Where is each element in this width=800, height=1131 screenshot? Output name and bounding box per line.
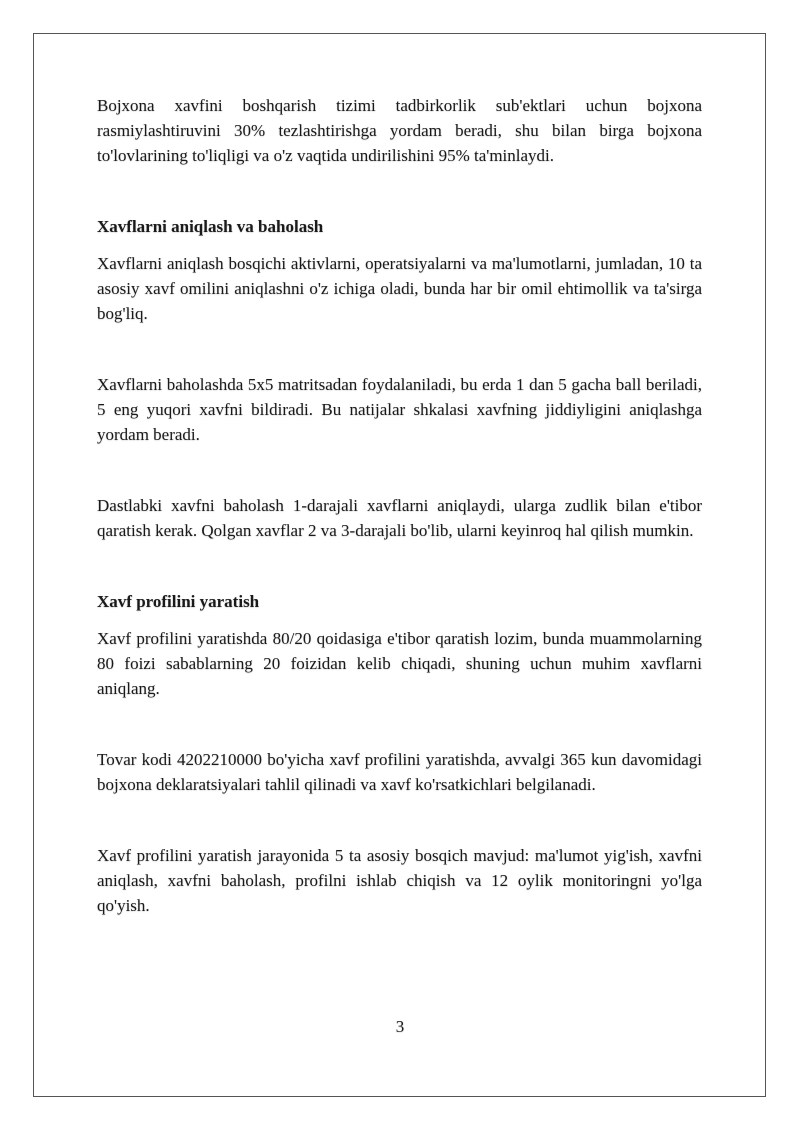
paragraph-commodity-code: Tovar kodi 4202210000 bo'yicha xavf profilini yaratishda, avvalgi 365 kun davomidagi bojxona deklaratsiyalari tahlil qilinadi va xavf ko'rsatkichlari belgilanadi. [97, 750, 702, 794]
page-number: 3 [395, 1017, 405, 1036]
paragraph-risk-identification: Xavflarni aniqlash bosqichi aktivlarni, operatsiyalarni va ma'lumotlarni, jumladan, 10 ta asosiy xavf omilini aniqlashni o'z ichiga oladi, bunda har bir omil ehtimollik va ta'sirga bog'liq. [97, 254, 702, 323]
paragraph-profile-stages: Xavf profilini yaratish jarayonida 5 ta asosiy bosqich mavjud: ma'lumot yig'ish, xavfni aniqlash, xavfni baholash, profilni ishlab chiqish va 12 oylik monitoringni yo'lga qo'yish. [97, 846, 702, 915]
intro-paragraph: Bojxona xavfini boshqarish tizimi tadbirkorlik sub'ektlari uchun bojxona rasmiylashtiruvini 30% tezlashtirishga yordam beradi, shu bilan birga bojxona to'lovlarining to'liqligi va o'z vaqtida undirilishini 95% ta'minlaydi. [97, 96, 702, 165]
paragraph-pareto-rule: Xavf profilini yaratishda 80/20 qoidasiga e'tibor qaratish lozim, bunda muammolarning 80 foizi sabablarning 20 foizidan kelib chiqadi, shuning uchun muhim xavflarni aniqlang. [97, 629, 702, 698]
document-content [97, 93, 702, 918]
section-heading-risk-identification: Xavflarni aniqlash va baholash [97, 217, 324, 236]
paragraph-risk-matrix: Xavflarni baholashda 5x5 matritsadan foydalaniladi, bu erda 1 dan 5 gacha ball beriladi, 5 eng yuqori xavfni bildiradi. Bu natijalar shkalasi xavfning jiddiyligini aniqlashga yordam beradi. [97, 375, 702, 444]
section-heading-risk-profile: Xavf profilini yaratish [97, 592, 260, 611]
paragraph-initial-assessment: Dastlabki xavfni baholash 1-darajali xavflarni aniqlaydi, ularga zudlik bilan e'tibor qaratish kerak. Qolgan xavflar 2 va 3-darajali bo'lib, ularni keyinroq hal qilish mumkin. [97, 496, 702, 540]
